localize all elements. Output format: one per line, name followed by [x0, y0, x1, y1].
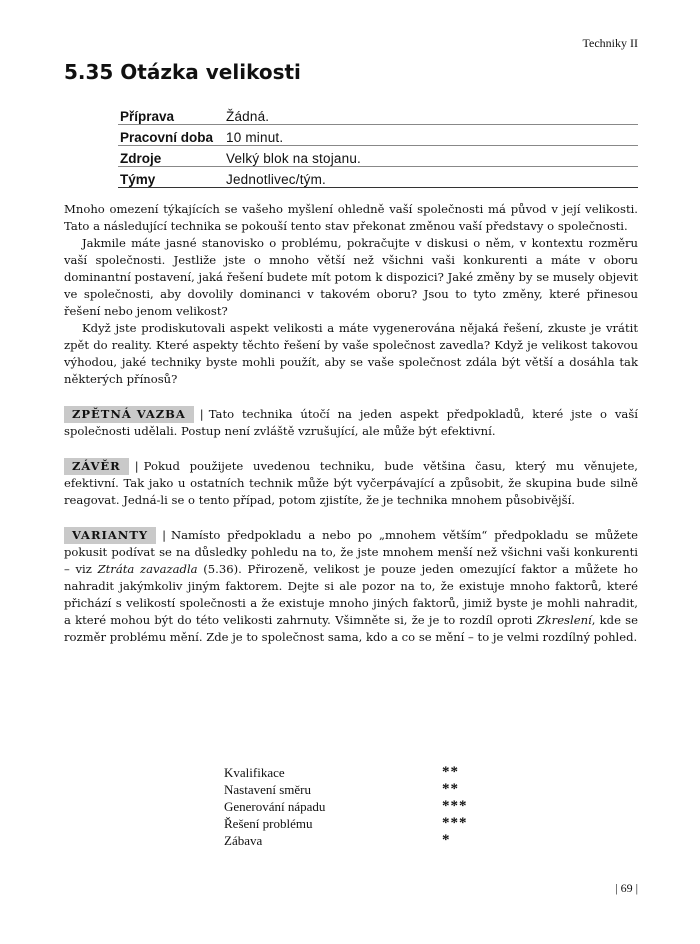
rating-label: Řešení problému: [224, 815, 313, 831]
feedback-label: ZPĚTNÁ VAZBA: [64, 406, 194, 423]
rating-stars: ***: [442, 798, 468, 814]
info-row: [118, 167, 638, 188]
rating-row: [224, 781, 468, 798]
conclusion-text: Pokud použijete uvedenou techniku, bude většina času, který mu věnujete, efektivní. Tak jako u ostatních technik může být vyčerpávající a způsobit, že skupina bude silně reagovat. Jedná-li se o tento případ, potom zjistíte, že je technika mnohem působivější.: [64, 459, 638, 507]
info-table: [118, 104, 638, 188]
section-title: 5.35 Otázka velikosti: [64, 60, 301, 84]
info-row: [118, 104, 638, 125]
info-value: Velký blok na stojanu.: [224, 146, 638, 167]
info-value: Žádná.: [224, 104, 638, 125]
page-number-value: 69: [620, 881, 633, 895]
info-label: Pracovní doba: [118, 125, 224, 146]
rating-row: [224, 798, 468, 815]
rating-row: [224, 815, 468, 832]
info-label: Příprava: [118, 104, 224, 125]
rating-stars: ***: [442, 815, 468, 831]
info-row: [118, 146, 638, 167]
page-number: | 69 |: [615, 881, 638, 895]
rating-stars: *: [442, 832, 451, 848]
feedback-block: [64, 406, 638, 440]
paragraph: Mnoho omezení týkajících se vašeho myšlení ohledně vaší společnosti má původ v její velikosti. Tato a následující technika se pokouší tento stav překonat změnou vaší představy o společnosti.: [64, 202, 638, 233]
info-label: Týmy: [118, 167, 224, 188]
info-value: Jednotlivec/tým.: [224, 167, 638, 188]
variants-text: , kde se rozměr problému mění. Zde je to společnost sama, kdo a co se mění – to je velmi rozdílný pohled.: [64, 613, 638, 644]
separator: |: [199, 407, 204, 421]
info-value: 10 minut.: [224, 125, 638, 146]
cross-reference: Zkreslení: [536, 613, 592, 627]
variants-label: VARIANTY: [64, 527, 156, 544]
rating-row: [224, 832, 468, 849]
body-text: [64, 201, 638, 646]
rating-stars: **: [442, 764, 459, 780]
info-row: [118, 125, 638, 146]
paragraph: Jakmile máte jasné stanovisko o problému, pokračujte v diskusi o něm, v kontextu rozměru vaší společnosti. Jestliže jste o mnoho větší než všichni vaši konkurenti a máte v oboru dominantní postavení, jaká řešení budete mít potom k dispozici? Jaké změny by se musely objevit ve společnosti, aby dovolily dominanci v takovém oboru? Jsou to tyto změny, které přinesou řešení nebo jenom velikost?: [64, 236, 638, 318]
ratings-table: [224, 764, 468, 849]
rating-label: Generování nápadu: [224, 798, 326, 814]
separator: |: [162, 528, 166, 542]
conclusion-block: [64, 458, 638, 509]
variants-text: Namísto předpokladu a nebo po „mnohem větším“ předpokladu se můžete pokusit podívat se na důsledky pohledu na to, že jste mnohem menší než všichni vaši konkurenti – viz: [64, 528, 638, 576]
rating-label: Nastavení směru: [224, 781, 312, 797]
rating-row: [224, 764, 468, 781]
rating-stars: **: [442, 781, 459, 797]
variants-block: [64, 527, 638, 646]
info-label: Zdroje: [118, 146, 224, 167]
conclusion-label: ZÁVĚR: [64, 458, 129, 475]
paragraph: Když jste prodiskutovali aspekt velikosti a máte vygenerována nějaká řešení, zkuste je vrátit zpět do reality. Které aspekty těchto řešení by vaše společnost zavedla? Když je velikost takovou výhodou, jaké techniky byste mohli použít, aby se vaše společnost zdála být větší a dosáhla tak některých přínosů?: [64, 321, 638, 386]
rating-label: Zábava: [224, 832, 263, 848]
feedback-text: Tato technika útočí na jeden aspekt předpokladů, které jste o vaší společnosti udělali. Postup není zvláště vzrušující, ale může být efektivní.: [64, 407, 638, 438]
separator: |: [134, 459, 139, 473]
cross-reference: Ztráta zavazadla: [97, 562, 198, 576]
rating-label: Kvalifikace: [224, 764, 285, 780]
variants-text: (5.36). Přirozeně, velikost je pouze jeden omezující faktor a můžete ho nahradit jakýmkoliv jiným faktorem. Dejte si ale pozor na to, že existuje mnoho faktorů, které přichází s velikostí společnosti a že existuje mnoho jiných faktorů, jimiž byste je mohli nahradit, a které mohou být do této velikosti zahrnuty. Všimněte si, že je to rozdíl oproti: [64, 562, 638, 627]
running-head: Techniky II: [582, 36, 638, 50]
